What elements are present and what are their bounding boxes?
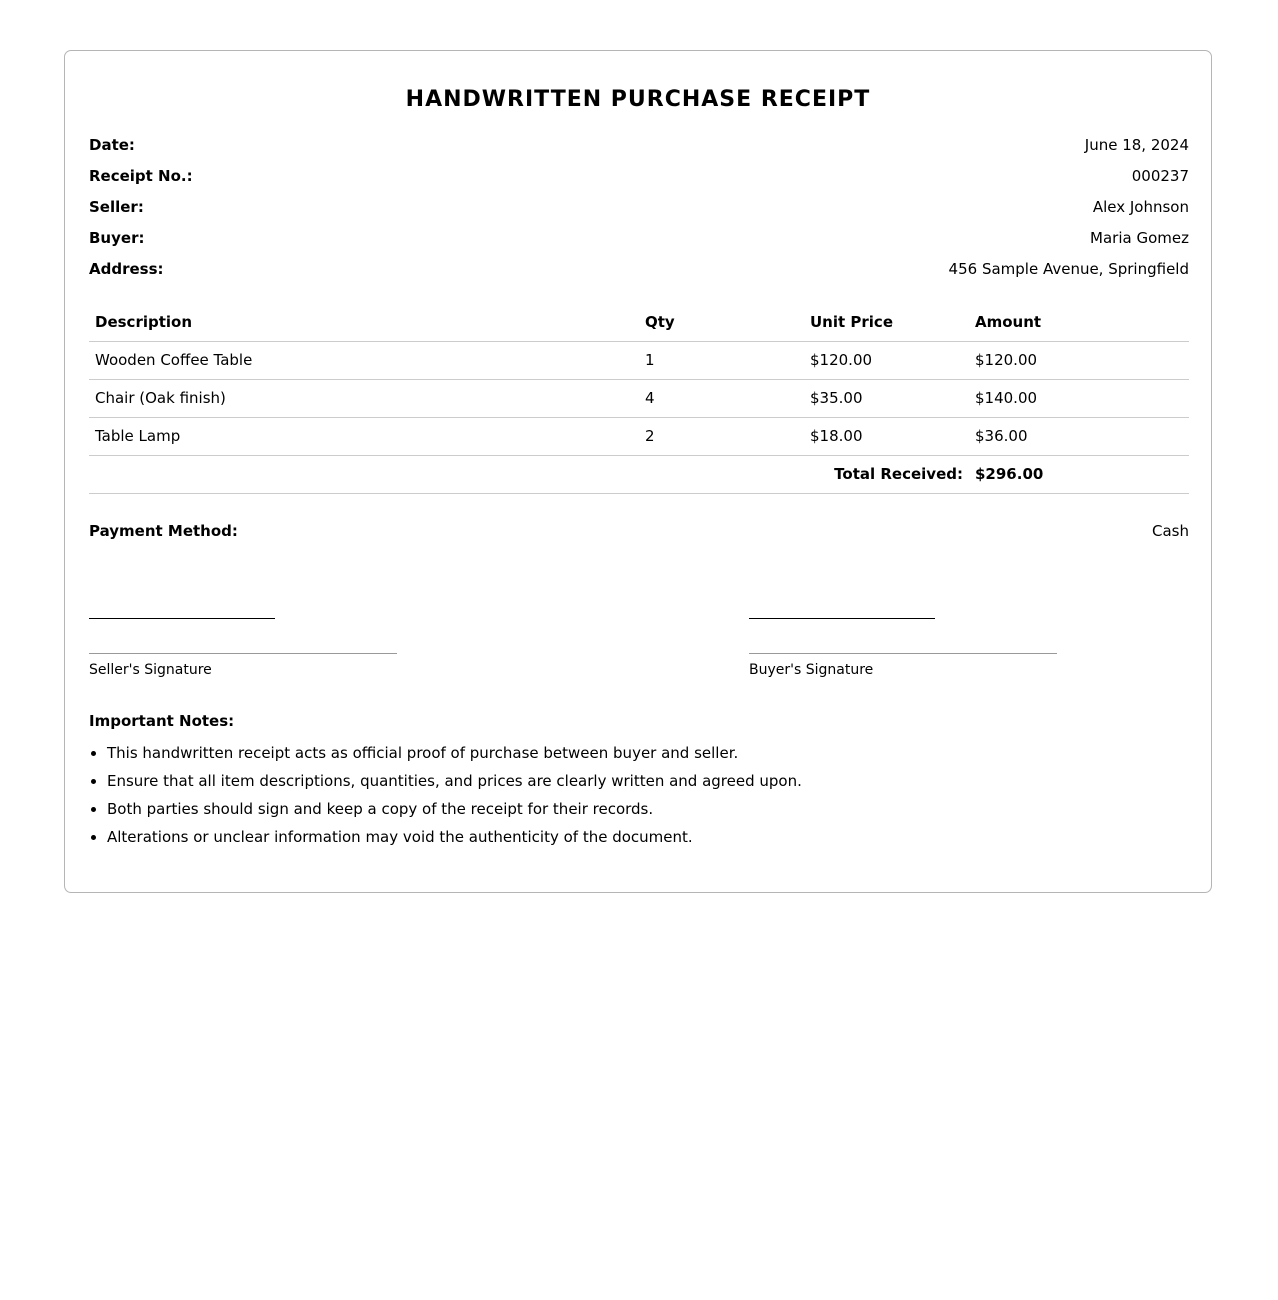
item-description: Chair (Oak finish): [89, 379, 639, 417]
seller-value: Alex Johnson: [1092, 198, 1189, 216]
list-item: • This handwritten receipt acts as official proof of purchase between buyer and seller.: [107, 739, 1187, 767]
table-row: [89, 379, 1189, 417]
notes-list: [89, 739, 1187, 851]
buyer-signature-line-short: [749, 596, 935, 619]
seller-label: Seller:: [89, 198, 144, 216]
item-amount: $140.00: [969, 379, 1189, 417]
item-amount: $120.00: [969, 341, 1189, 379]
seller-signature-line: [89, 619, 397, 654]
receipt-card: [64, 50, 1212, 893]
info-row-receipt-number: [89, 164, 1189, 195]
list-item: • Ensure that all item descriptions, quantities, and prices are clearly written and agreed upon.: [107, 767, 1187, 795]
item-qty: 1: [639, 341, 804, 379]
item-description: Table Lamp: [89, 417, 639, 455]
buyer-value: Maria Gomez: [1090, 229, 1189, 247]
address-label: Address:: [89, 260, 164, 278]
receipt-number-label: Receipt No.:: [89, 167, 193, 185]
item-unit-price: $35.00: [804, 379, 969, 417]
info-row-seller: [89, 195, 1189, 226]
receipt-info: [89, 133, 1189, 288]
table-row: [89, 417, 1189, 455]
total-value: $296.00: [969, 455, 1189, 493]
address-value: 456 Sample Avenue, Springfield: [948, 260, 1189, 278]
info-row-date: [89, 133, 1189, 164]
table-header-row: [89, 303, 1189, 341]
list-item: • Alterations or unclear information may void the authenticity of the document.: [107, 823, 1187, 851]
header-qty: Qty: [639, 303, 804, 341]
header-amount: Amount: [969, 303, 1189, 341]
items-table: [89, 303, 1189, 494]
item-unit-price: $120.00: [804, 341, 969, 379]
item-amount: $36.00: [969, 417, 1189, 455]
date-label: Date:: [89, 136, 135, 154]
list-item: • Both parties should sign and keep a copy of the receipt for their records.: [107, 795, 1187, 823]
item-description: Wooden Coffee Table: [89, 341, 639, 379]
buyer-signature-line: [749, 619, 1057, 654]
total-row: [89, 455, 1189, 493]
seller-signature-block: [89, 596, 397, 680]
info-row-address: [89, 257, 1189, 288]
buyer-label: Buyer:: [89, 229, 145, 247]
notes-title: Important Notes:: [89, 712, 235, 730]
payment-method-label: Payment Method:: [89, 522, 238, 540]
header-unit-price: Unit Price: [804, 303, 969, 341]
header-description: Description: [89, 303, 639, 341]
buyer-signature-caption: Buyer's Signature: [749, 662, 874, 678]
buyer-signature-block: [749, 596, 1057, 680]
date-value: June 18, 2024: [1084, 136, 1189, 154]
payment-method-value: Cash: [1152, 522, 1189, 540]
info-row-buyer: [89, 226, 1189, 257]
item-qty: 2: [639, 417, 804, 455]
receipt-number-value: 000237: [1131, 167, 1189, 185]
item-qty: 4: [639, 379, 804, 417]
seller-signature-caption: Seller's Signature: [89, 662, 212, 678]
payment-method-row: [89, 519, 1189, 543]
table-row: [89, 341, 1189, 379]
item-unit-price: $18.00: [804, 417, 969, 455]
seller-signature-line-short: [89, 596, 275, 619]
total-label: Total Received:: [89, 455, 969, 493]
receipt-title: HANDWRITTEN PURCHASE RECEIPT: [405, 87, 871, 112]
